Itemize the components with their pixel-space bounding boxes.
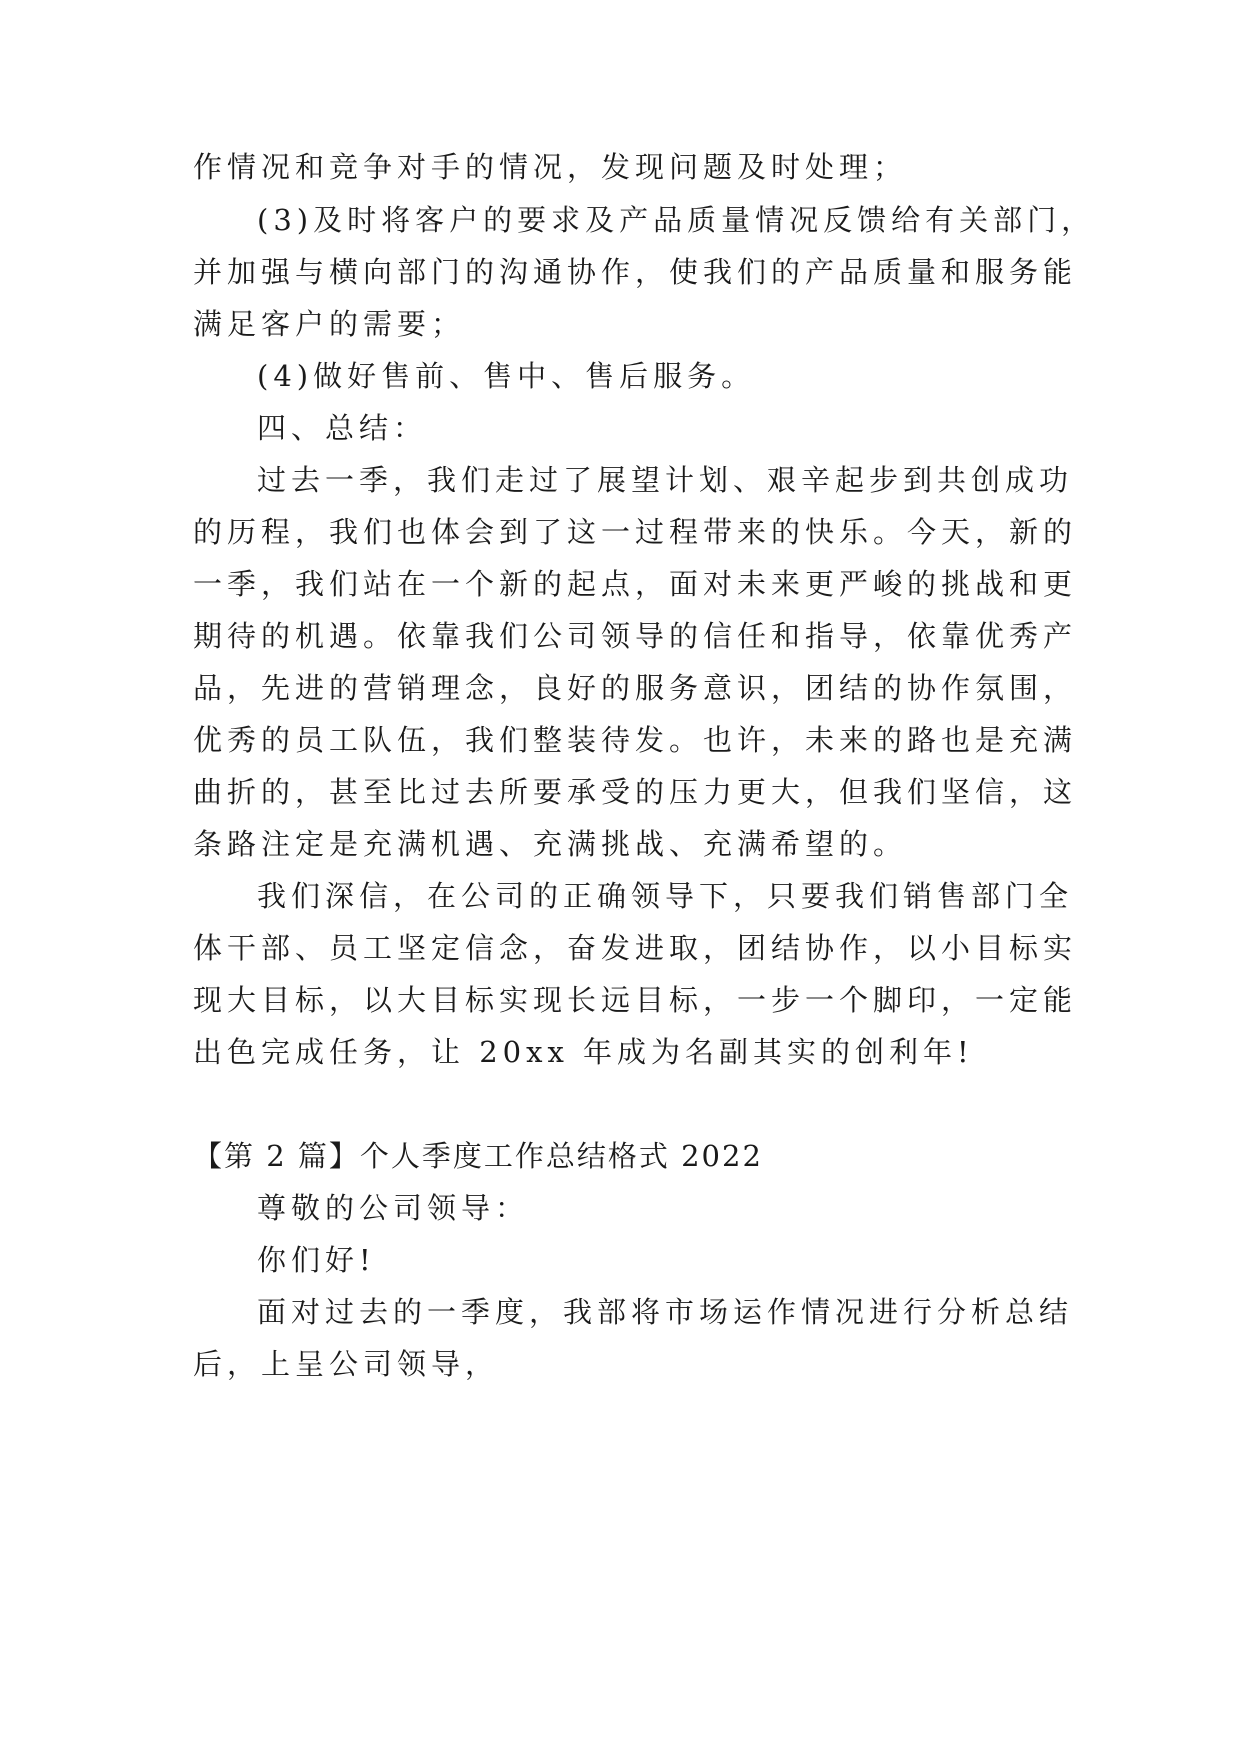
text-line: (4)做好售前、售中、售后服务。 [257, 359, 756, 393]
text-line: 条路注定是充满机遇、充满挑战、充满希望的。 [193, 827, 908, 861]
text-line: 品，先进的营销理念，良好的服务意识，团结的协作氛围， [193, 671, 1078, 705]
text-line: 面对过去的一季度，我部将市场运作情况进行分析总结 [257, 1295, 1074, 1329]
text-line: 优秀的员工队伍，我们整装待发。也许，未来的路也是充满 [193, 723, 1078, 757]
text-line: 后，上呈公司领导， [193, 1347, 500, 1381]
text-line: 曲折的，甚至比过去所要承受的压力更大，但我们坚信，这 [193, 775, 1078, 809]
text-line: 一季，我们站在一个新的起点，面对未来更严峻的挑战和更 [193, 567, 1078, 601]
greeting: 你们好! [257, 1243, 376, 1277]
text-line: 过去一季，我们走过了展望计划、艰辛起步到共创成功 [257, 463, 1074, 497]
text-line: 的历程，我们也体会到了这一过程带来的快乐。今天，新的 [193, 515, 1078, 549]
text-line: 现大目标，以大目标实现长远目标，一步一个脚印，一定能 [193, 983, 1078, 1017]
text-line: (3)及时将客户的要求及产品质量情况反馈给有关部门， [257, 203, 1096, 237]
text-line: 体干部、员工坚定信念，奋发进取，团结协作，以小目标实 [193, 931, 1078, 965]
text-line: 作情况和竞争对手的情况，发现问题及时处理； [193, 150, 908, 184]
text-line: 期待的机遇。依靠我们公司领导的信任和指导，依靠优秀产 [193, 619, 1078, 653]
article-title: 【第 2 篇】个人季度工作总结格式 2022 [193, 1139, 763, 1173]
text-line: 满足客户的需要； [193, 307, 466, 341]
salutation: 尊敬的公司领导： [257, 1191, 530, 1225]
text-line: 出色完成任务，让 20xx 年成为名副其实的创利年! [193, 1035, 974, 1069]
section-heading: 四、总结： [257, 411, 428, 445]
text-line: 我们深信，在公司的正确领导下，只要我们销售部门全 [257, 879, 1074, 913]
text-line: 并加强与横向部门的沟通协作，使我们的产品质量和服务能 [193, 255, 1078, 289]
